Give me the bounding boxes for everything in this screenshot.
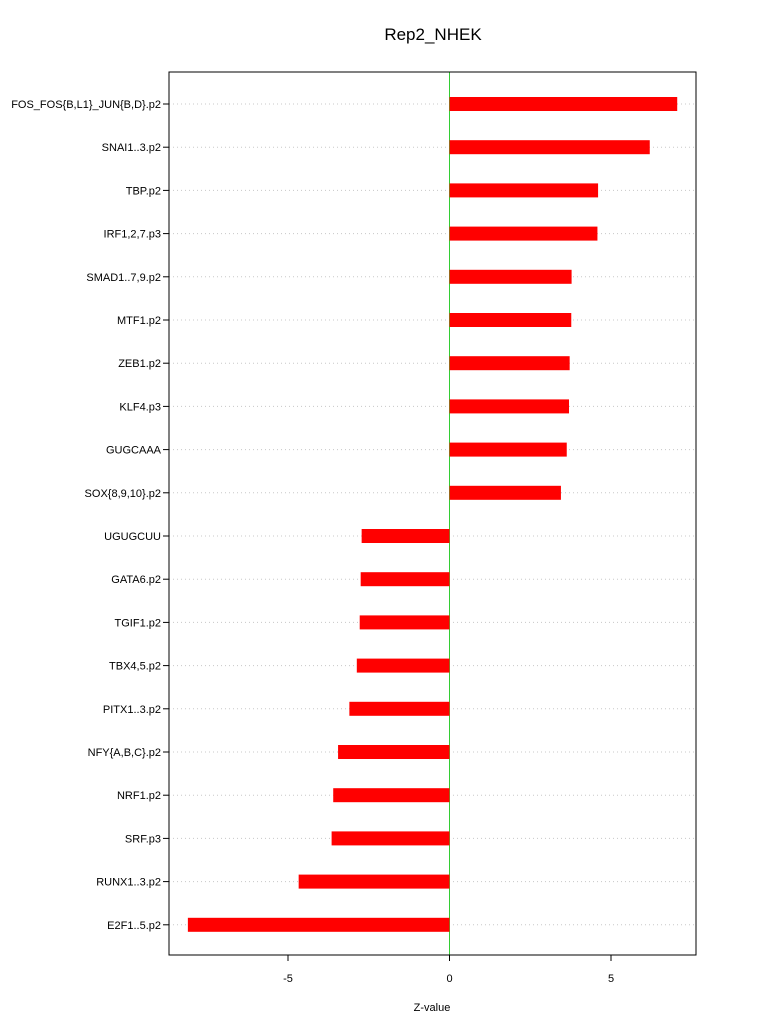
category-label: E2F1..5.p2 xyxy=(107,919,161,932)
category-label: GATA6.p2 xyxy=(111,574,161,587)
bar xyxy=(450,97,678,111)
category-label: UGUGCUU xyxy=(104,531,161,543)
category-label: SNAI1..3.p2 xyxy=(101,142,161,155)
category-label: TBX4,5.p2 xyxy=(109,660,161,673)
category-label: SOX{8,9,10}.p2 xyxy=(84,487,161,500)
category-label: FOS_FOS{B,L1}_JUN{B,D}.p2 xyxy=(11,99,161,111)
bars xyxy=(188,97,677,932)
bar xyxy=(450,443,567,457)
category-label: MTF1.p2 xyxy=(116,315,161,327)
bar xyxy=(360,615,450,629)
bar xyxy=(450,356,570,370)
bar xyxy=(357,659,450,673)
x-tick-label: 0 xyxy=(446,973,453,985)
bar xyxy=(362,529,450,543)
category-label: TBP.p2 xyxy=(125,185,161,198)
bar xyxy=(450,270,572,284)
bar xyxy=(450,313,572,327)
x-tick-label: -5 xyxy=(283,973,293,985)
bar xyxy=(332,831,450,845)
chart-title: Rep2_NHEK xyxy=(384,25,482,44)
bar xyxy=(333,788,449,802)
bar xyxy=(450,399,570,413)
x-axis-title: Z-value xyxy=(413,1002,451,1014)
category-label: NRF1.p2 xyxy=(116,790,161,803)
bar xyxy=(450,140,650,154)
bar xyxy=(450,183,599,197)
category-label: SRF.p3 xyxy=(124,833,161,846)
bar xyxy=(361,572,450,586)
category-label: TGIF1.p2 xyxy=(114,617,161,630)
bar xyxy=(188,918,450,932)
bar xyxy=(338,745,449,759)
x-axis xyxy=(283,955,614,985)
plot-frame xyxy=(169,72,696,955)
bar xyxy=(450,227,598,241)
category-label: RUNX1..3.p2 xyxy=(96,876,161,889)
bar xyxy=(349,702,449,716)
x-tick-label: 5 xyxy=(607,973,615,985)
category-label: ZEB1.p2 xyxy=(118,358,161,371)
category-label: NFY{A,B,C}.p2 xyxy=(87,747,161,759)
category-label: PITX1..3.p2 xyxy=(102,703,161,716)
category-label: IRF1,2,7.p3 xyxy=(103,228,161,241)
category-label: SMAD1..7,9.p2 xyxy=(86,271,161,284)
category-label: GUGCAAA xyxy=(105,444,161,457)
category-label: KLF4.p3 xyxy=(119,401,161,414)
bar xyxy=(450,486,561,500)
category-labels xyxy=(11,99,169,932)
bar xyxy=(299,875,450,889)
